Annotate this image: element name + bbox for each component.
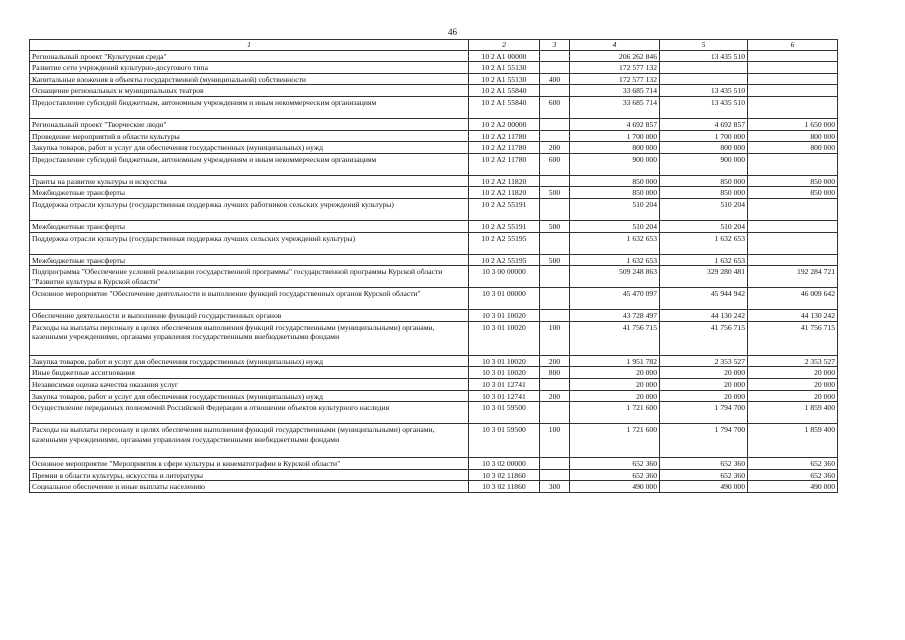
amount-cell: 1 650 000 xyxy=(748,118,838,130)
expense-type-cell xyxy=(540,378,570,390)
amount-cell: 2 353 527 xyxy=(748,355,838,367)
amount-cell: 1 794 700 xyxy=(660,424,748,458)
amount-cell: 800 000 xyxy=(748,142,838,154)
amount-cell: 45 470 097 xyxy=(570,288,660,310)
expense-name-cell: Закупка товаров, работ и услуг для обеспечения государственных (муниципальных) нужд xyxy=(30,142,469,154)
budget-table xyxy=(29,39,838,493)
expense-type-cell: 300 xyxy=(540,481,570,493)
amount-cell: 1 700 000 xyxy=(660,130,748,142)
target-article-cell: 10 3 01 10020 xyxy=(469,310,540,322)
page-number: 46 xyxy=(448,27,457,37)
amount-cell: 1 794 700 xyxy=(660,402,748,424)
expense-name-cell: Расходы на выплаты персоналу в целях обеспечения выполнения функций государственными (муниципальными) органами, казенными учреждениями, органами управления государственными внебюджетными фондами xyxy=(30,424,469,458)
target-article-cell: 10 2 A2 55191 xyxy=(469,220,540,232)
amount-cell: 850 000 xyxy=(660,187,748,199)
amount-cell: 900 000 xyxy=(570,153,660,175)
target-article-cell: 10 2 A1 55130 xyxy=(469,73,540,85)
expense-type-cell xyxy=(540,198,570,220)
amount-cell: 41 756 715 xyxy=(748,321,838,355)
expense-name-cell: Развитие сети учреждений культурно-досугового типа xyxy=(30,62,469,74)
table-row xyxy=(30,254,838,266)
table-row xyxy=(30,458,838,470)
expense-type-cell xyxy=(540,118,570,130)
amount-cell: 33 685 714 xyxy=(570,96,660,118)
table-row xyxy=(30,50,838,62)
expense-type-cell: 500 xyxy=(540,254,570,266)
amount-cell: 1 632 653 xyxy=(660,232,748,254)
table-row xyxy=(30,288,838,310)
table-row xyxy=(30,130,838,142)
expense-name-cell: Расходы на выплаты персоналу в целях обеспечения выполнения функций государственными (муниципальными) органами, казенными учреждениями, органами управления государственными внебюджетными фондами xyxy=(30,321,469,355)
expense-name-cell: Премии в области культуры, искусства и литературы xyxy=(30,469,469,481)
amount-cell: 490 000 xyxy=(748,481,838,493)
amount-cell: 509 248 863 xyxy=(570,266,660,288)
amount-cell: 652 360 xyxy=(748,458,838,470)
target-article-cell: 10 2 A2 11780 xyxy=(469,130,540,142)
expense-type-cell xyxy=(540,469,570,481)
expense-name-cell: Межбюджетные трансферты xyxy=(30,187,469,199)
amount-cell: 1 632 653 xyxy=(570,254,660,266)
amount-cell: 2 353 527 xyxy=(660,355,748,367)
target-article-cell: 10 2 A2 00000 xyxy=(469,118,540,130)
expense-name-cell: Межбюджетные трансферты xyxy=(30,220,469,232)
amount-cell: 800 000 xyxy=(660,142,748,154)
expense-name-cell: Оснащение региональных и муниципальных театров xyxy=(30,85,469,97)
table-row xyxy=(30,142,838,154)
amount-cell: 800 000 xyxy=(748,130,838,142)
amount-cell xyxy=(748,220,838,232)
amount-cell xyxy=(748,153,838,175)
expense-name-cell: Капитальные вложения в объекты государственной (муниципальной) собственности xyxy=(30,73,469,85)
table-row xyxy=(30,232,838,254)
amount-cell: 172 577 132 xyxy=(570,62,660,74)
table-row xyxy=(30,220,838,232)
amount-cell: 490 000 xyxy=(570,481,660,493)
amount-cell: 510 204 xyxy=(570,198,660,220)
amount-cell: 44 130 242 xyxy=(748,310,838,322)
amount-cell: 41 756 715 xyxy=(660,321,748,355)
expense-type-cell xyxy=(540,266,570,288)
expense-type-cell: 200 xyxy=(540,390,570,402)
table-row xyxy=(30,481,838,493)
amount-cell: 652 360 xyxy=(660,458,748,470)
amount-cell: 33 685 714 xyxy=(570,85,660,97)
amount-cell: 490 000 xyxy=(660,481,748,493)
expense-name-cell: Закупка товаров, работ и услуг для обеспечения государственных (муниципальных) нужд xyxy=(30,390,469,402)
amount-cell: 510 204 xyxy=(570,220,660,232)
expense-type-cell: 600 xyxy=(540,153,570,175)
expense-type-cell xyxy=(540,288,570,310)
amount-cell xyxy=(748,198,838,220)
amount-cell: 41 756 715 xyxy=(570,321,660,355)
table-row xyxy=(30,153,838,175)
amount-cell: 1 632 653 xyxy=(570,232,660,254)
amount-cell: 1 632 653 xyxy=(660,254,748,266)
amount-cell: 45 944 942 xyxy=(660,288,748,310)
column-number: 6 xyxy=(748,40,838,51)
target-article-cell: 10 3 01 59500 xyxy=(469,402,540,424)
expense-type-cell xyxy=(540,85,570,97)
target-article-cell: 10 2 A1 55840 xyxy=(469,96,540,118)
expense-name-cell: Независимая оценка качества оказания услуг xyxy=(30,378,469,390)
table-row xyxy=(30,198,838,220)
target-article-cell: 10 2 A2 11780 xyxy=(469,153,540,175)
amount-cell: 20 000 xyxy=(748,367,838,379)
amount-cell xyxy=(748,85,838,97)
amount-cell: 850 000 xyxy=(570,187,660,199)
expense-type-cell xyxy=(540,50,570,62)
amount-cell xyxy=(748,232,838,254)
column-number: 5 xyxy=(660,40,748,51)
amount-cell: 1 721 600 xyxy=(570,424,660,458)
table-row xyxy=(30,118,838,130)
expense-name-cell: Предоставление субсидий бюджетным, автономным учреждениям и иным некоммерческим организациям xyxy=(30,153,469,175)
expense-type-cell xyxy=(540,232,570,254)
column-number: 4 xyxy=(570,40,660,51)
amount-cell: 1 859 400 xyxy=(748,402,838,424)
expense-name-cell: Иные бюджетные ассигнования xyxy=(30,367,469,379)
amount-cell: 900 000 xyxy=(660,153,748,175)
target-article-cell: 10 2 A2 55191 xyxy=(469,198,540,220)
table-row xyxy=(30,390,838,402)
expense-type-cell xyxy=(540,62,570,74)
expense-type-cell xyxy=(540,175,570,187)
column-number: 3 xyxy=(540,40,570,51)
expense-type-cell: 500 xyxy=(540,220,570,232)
target-article-cell: 10 3 02 11860 xyxy=(469,469,540,481)
amount-cell: 44 130 242 xyxy=(660,310,748,322)
table-row xyxy=(30,73,838,85)
expense-type-cell: 400 xyxy=(540,73,570,85)
amount-cell: 20 000 xyxy=(570,367,660,379)
target-article-cell: 10 3 01 12741 xyxy=(469,390,540,402)
expense-type-cell xyxy=(540,310,570,322)
table-row xyxy=(30,378,838,390)
expense-name-cell: Гранты на развитие культуры и искусства xyxy=(30,175,469,187)
expense-name-cell: Осуществление переданных полномочий Российской Федерации в отношении объектов культурного наследия xyxy=(30,402,469,424)
table-row xyxy=(30,175,838,187)
amount-cell: 652 360 xyxy=(660,469,748,481)
amount-cell: 13 435 510 xyxy=(660,85,748,97)
expense-name-cell: Обеспечение деятельности и выполнение функций государственных органов xyxy=(30,310,469,322)
amount-cell xyxy=(748,50,838,62)
amount-cell: 20 000 xyxy=(570,378,660,390)
expense-name-cell: Проведение мероприятий в области культуры xyxy=(30,130,469,142)
expense-name-cell: Подпрограмма "Обеспечение условий реализации государственной программы" государственной программы Курской области "Развитие культуры в Курской области" xyxy=(30,266,469,288)
amount-cell: 20 000 xyxy=(660,367,748,379)
amount-cell: 1 951 782 xyxy=(570,355,660,367)
expense-type-cell: 800 xyxy=(540,367,570,379)
expense-name-cell: Основное мероприятие "Обеспечение деятельности и выполнение функций государственных органов Курской области" xyxy=(30,288,469,310)
table-row xyxy=(30,321,838,355)
target-article-cell: 10 3 01 00000 xyxy=(469,288,540,310)
amount-cell: 46 009 642 xyxy=(748,288,838,310)
amount-cell xyxy=(748,96,838,118)
expense-name-cell: Предоставление субсидий бюджетным, автономным учреждениям и иным некоммерческим организациям xyxy=(30,96,469,118)
amount-cell: 850 000 xyxy=(660,175,748,187)
expense-type-cell xyxy=(540,130,570,142)
expense-name-cell: Поддержка отрасли культуры (государственная поддержка лучших сельских учреждений культуры) xyxy=(30,232,469,254)
amount-cell: 20 000 xyxy=(660,390,748,402)
amount-cell: 329 280 481 xyxy=(660,266,748,288)
amount-cell xyxy=(660,73,748,85)
amount-cell: 43 728 497 xyxy=(570,310,660,322)
amount-cell: 850 000 xyxy=(748,187,838,199)
expense-type-cell: 200 xyxy=(540,142,570,154)
amount-cell: 850 000 xyxy=(748,175,838,187)
expense-type-cell: 100 xyxy=(540,424,570,458)
amount-cell: 510 204 xyxy=(660,198,748,220)
target-article-cell: 10 3 02 00000 xyxy=(469,458,540,470)
expense-type-cell: 200 xyxy=(540,355,570,367)
target-article-cell: 10 2 A2 55195 xyxy=(469,254,540,266)
amount-cell: 13 435 510 xyxy=(660,50,748,62)
amount-cell: 20 000 xyxy=(660,378,748,390)
table-row xyxy=(30,424,838,458)
column-number: 1 xyxy=(30,40,469,51)
amount-cell: 206 262 846 xyxy=(570,50,660,62)
target-article-cell: 10 2 A2 11820 xyxy=(469,175,540,187)
expense-name-cell: Закупка товаров, работ и услуг для обеспечения государственных (муниципальных) нужд xyxy=(30,355,469,367)
target-article-cell: 10 2 A2 11820 xyxy=(469,187,540,199)
column-number: 2 xyxy=(469,40,540,51)
amount-cell: 4 692 857 xyxy=(570,118,660,130)
amount-cell: 1 859 400 xyxy=(748,424,838,458)
expense-type-cell xyxy=(540,458,570,470)
amount-cell: 800 000 xyxy=(570,142,660,154)
expense-type-cell: 500 xyxy=(540,187,570,199)
target-article-cell: 10 3 01 59500 xyxy=(469,424,540,458)
target-article-cell: 10 3 01 12741 xyxy=(469,378,540,390)
target-article-cell: 10 3 01 10020 xyxy=(469,321,540,355)
amount-cell: 850 000 xyxy=(570,175,660,187)
amount-cell: 20 000 xyxy=(748,390,838,402)
target-article-cell: 10 2 A2 11780 xyxy=(469,142,540,154)
expense-name-cell: Региональный проект "Культурная среда" xyxy=(30,50,469,62)
amount-cell: 20 000 xyxy=(570,390,660,402)
amount-cell xyxy=(748,254,838,266)
target-article-cell: 10 3 01 10020 xyxy=(469,355,540,367)
expense-name-cell: Межбюджетные трансферты xyxy=(30,254,469,266)
target-article-cell: 10 3 02 11860 xyxy=(469,481,540,493)
amount-cell: 510 204 xyxy=(660,220,748,232)
target-article-cell: 10 3 00 00000 xyxy=(469,266,540,288)
amount-cell: 13 435 510 xyxy=(660,96,748,118)
table-row xyxy=(30,85,838,97)
expense-name-cell: Региональный проект "Творческие люди" xyxy=(30,118,469,130)
target-article-cell: 10 2 A1 55840 xyxy=(469,85,540,97)
expense-name-cell: Поддержка отрасли культуры (государственная поддержка лучших работников сельских учреждений культуры) xyxy=(30,198,469,220)
table-row xyxy=(30,367,838,379)
table-row xyxy=(30,96,838,118)
target-article-cell: 10 2 A1 00000 xyxy=(469,50,540,62)
amount-cell: 652 360 xyxy=(748,469,838,481)
amount-cell xyxy=(748,73,838,85)
amount-cell: 4 692 857 xyxy=(660,118,748,130)
amount-cell: 1 721 600 xyxy=(570,402,660,424)
table-row xyxy=(30,355,838,367)
target-article-cell: 10 2 A1 55130 xyxy=(469,62,540,74)
amount-cell: 20 000 xyxy=(748,378,838,390)
table-row xyxy=(30,310,838,322)
expense-type-cell: 600 xyxy=(540,96,570,118)
target-article-cell: 10 2 A2 55195 xyxy=(469,232,540,254)
amount-cell: 172 577 132 xyxy=(570,73,660,85)
expense-type-cell: 100 xyxy=(540,321,570,355)
expense-name-cell: Основное мероприятие "Мероприятия в сфере культуры и кинематографии в Курской области" xyxy=(30,458,469,470)
amount-cell: 652 360 xyxy=(570,469,660,481)
expense-type-cell xyxy=(540,402,570,424)
table-row xyxy=(30,187,838,199)
target-article-cell: 10 3 01 10020 xyxy=(469,367,540,379)
expense-name-cell: Социальное обеспечение и иные выплаты населению xyxy=(30,481,469,493)
amount-cell: 1 700 000 xyxy=(570,130,660,142)
amount-cell xyxy=(748,62,838,74)
column-number-row xyxy=(30,40,838,51)
amount-cell: 192 284 721 xyxy=(748,266,838,288)
amount-cell: 652 360 xyxy=(570,458,660,470)
table-row xyxy=(30,62,838,74)
table-row xyxy=(30,469,838,481)
amount-cell xyxy=(660,62,748,74)
table-row xyxy=(30,266,838,288)
table-row xyxy=(30,402,838,424)
